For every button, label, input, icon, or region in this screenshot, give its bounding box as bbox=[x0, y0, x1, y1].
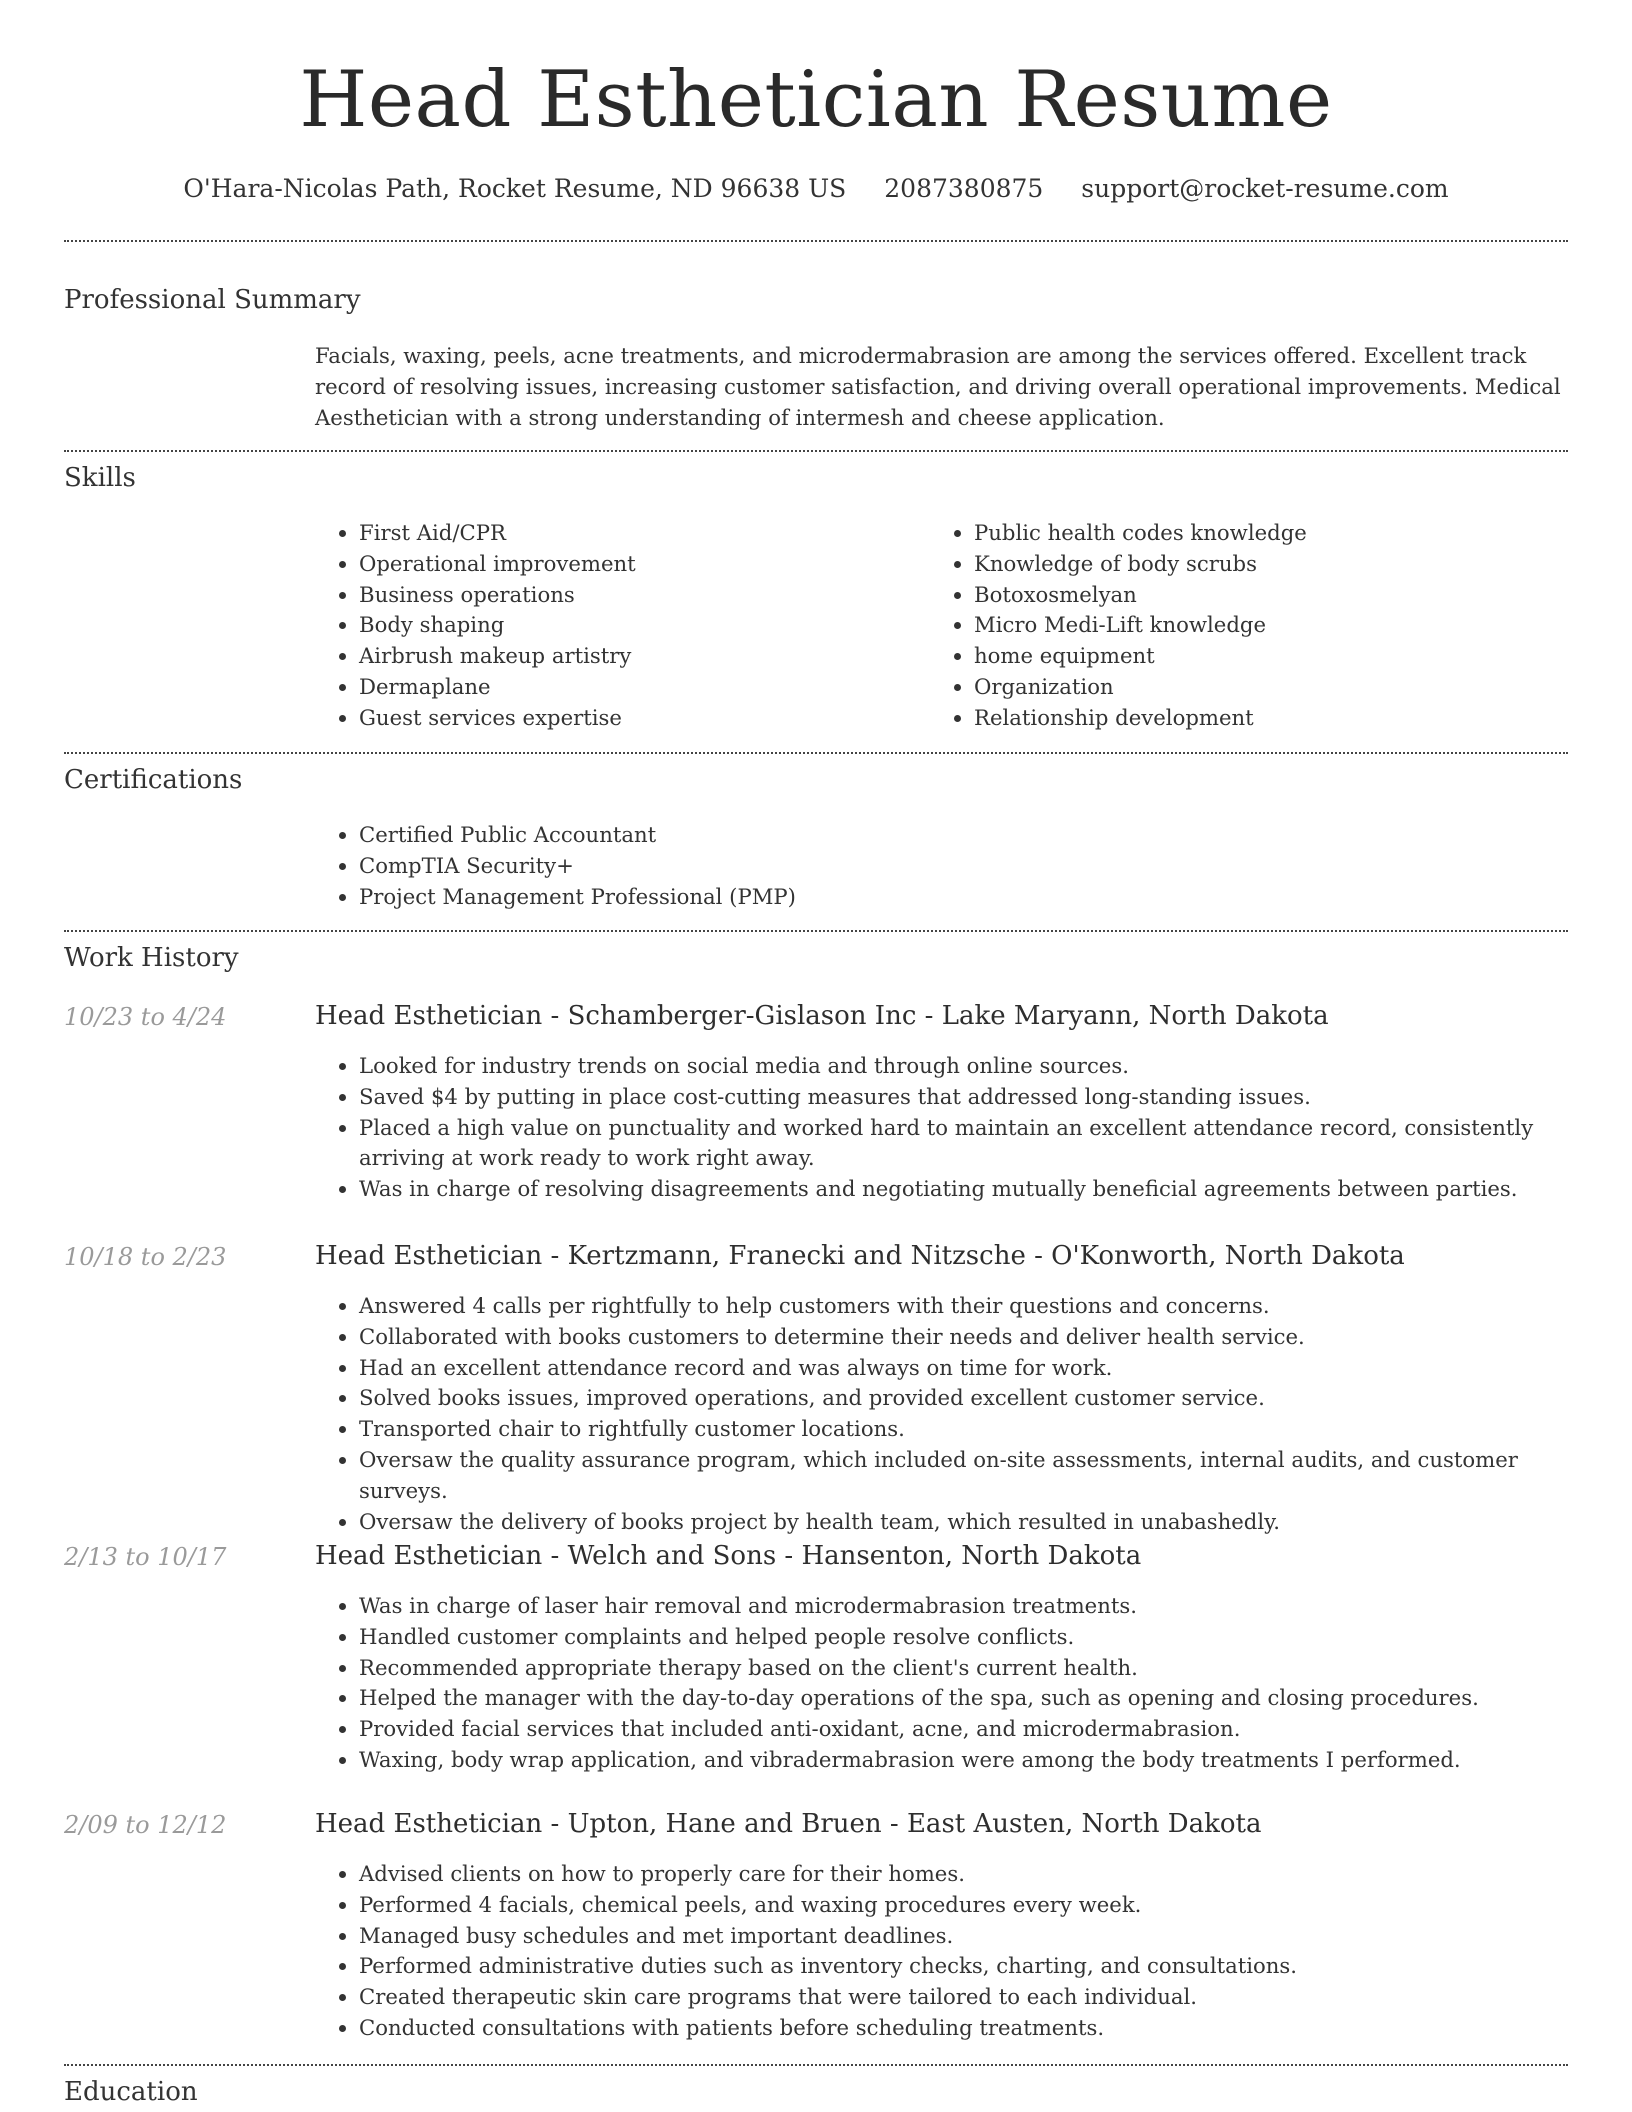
contact-email: support@rocket-resume.com bbox=[1081, 174, 1449, 203]
contact-line bbox=[0, 172, 1632, 206]
divider bbox=[64, 930, 1568, 932]
job-title: Head Esthetician - Kertzmann, Franecki and Nitzsche - O'Konworth, North Dakota bbox=[315, 1241, 1405, 1271]
job-title: Head Esthetician - Welch and Sons - Hansenton, North Dakota bbox=[315, 1541, 1142, 1571]
list-item: • Public health codes knowledge bbox=[974, 518, 1574, 549]
job-dates: 10/23 to 4/24 bbox=[64, 1003, 227, 1031]
list-item: • home equipment bbox=[974, 641, 1574, 672]
list-item: • Solved books issues, improved operations, and provided excellent customer service. bbox=[359, 1383, 1609, 1414]
list-item: • Transported chair to rightfully customer locations. bbox=[359, 1414, 1609, 1445]
resume-title: Head Esthetician Resume bbox=[299, 55, 1333, 145]
job-dates: 2/09 to 12/12 bbox=[64, 1811, 227, 1839]
section-title-summary: Professional Summary bbox=[64, 285, 361, 315]
job-bullets bbox=[315, 1291, 1609, 1537]
divider bbox=[64, 240, 1568, 242]
list-item: • Saved $4 by putting in place cost-cutting measures that addressed long-standing issues. bbox=[359, 1082, 1589, 1113]
list-item: • Conducted consultations with patients before scheduling treatments. bbox=[359, 2013, 1609, 2044]
divider bbox=[64, 2064, 1568, 2066]
certifications-list bbox=[315, 820, 1559, 912]
list-item: • Business operations bbox=[359, 580, 919, 611]
job-title: Head Esthetician - Upton, Hane and Bruen - East Austen, North Dakota bbox=[315, 1809, 1262, 1839]
list-item: • Botoxosmelyan bbox=[974, 580, 1574, 611]
list-item: • Helped the manager with the day-to-day operations of the spa, such as opening and closing procedures. bbox=[359, 1683, 1609, 1714]
skills-list-right bbox=[930, 518, 1574, 734]
list-item: • CompTIA Security+ bbox=[359, 851, 1559, 882]
list-item: • Organization bbox=[974, 672, 1574, 703]
list-item: • Oversaw the delivery of books project by health team, which resulted in unabashedly. bbox=[359, 1507, 1609, 1538]
list-item: • Was in charge of resolving disagreements and negotiating mutually beneficial agreements between parties. bbox=[359, 1174, 1589, 1205]
list-item: • Relationship development bbox=[974, 703, 1574, 734]
list-item: • Performed 4 facials, chemical peels, and waxing procedures every week. bbox=[359, 1890, 1609, 1921]
job-bullets bbox=[315, 1051, 1589, 1205]
list-item: • Body shaping bbox=[359, 610, 919, 641]
job-bullets bbox=[315, 1591, 1609, 1776]
divider bbox=[64, 450, 1568, 452]
list-item: • Dermaplane bbox=[359, 672, 919, 703]
list-item: • Waxing, body wrap application, and vibradermabrasion were among the body treatments I performed. bbox=[359, 1745, 1609, 1776]
list-item: • Guest services expertise bbox=[359, 703, 919, 734]
list-item: • Performed administrative duties such as inventory checks, charting, and consultations. bbox=[359, 1951, 1609, 1982]
section-title-skills: Skills bbox=[64, 463, 136, 493]
list-item: • Handled customer complaints and helped people resolve conflicts. bbox=[359, 1622, 1609, 1653]
list-item: • Was in charge of laser hair removal and microdermabrasion treatments. bbox=[359, 1591, 1609, 1622]
list-item: • Collaborated with books customers to determine their needs and deliver health service. bbox=[359, 1322, 1609, 1353]
list-item: • Micro Medi-Lift knowledge bbox=[974, 610, 1574, 641]
list-item: • Managed busy schedules and met important deadlines. bbox=[359, 1921, 1609, 1952]
job-bullets bbox=[315, 1859, 1609, 2044]
section-title-education: Education bbox=[64, 2077, 198, 2107]
list-item: • Operational improvement bbox=[359, 549, 919, 580]
job-title: Head Esthetician - Schamberger-Gislason Inc - Lake Maryann, North Dakota bbox=[315, 1001, 1329, 1031]
list-item: • Provided facial services that included anti-oxidant, acne, and microdermabrasion. bbox=[359, 1714, 1609, 1745]
list-item: • Knowledge of body scrubs bbox=[974, 549, 1574, 580]
list-item: • Answered 4 calls per rightfully to help customers with their questions and concerns. bbox=[359, 1291, 1609, 1322]
summary-text: Facials, waxing, peels, acne treatments, and microdermabrasion are among the services offered. Excellent track record of resolving issues, increasing customer satisfaction, and driving overall operational improvements. Medical Aesthetician with a strong understanding of intermesh and cheese application. bbox=[315, 343, 1561, 430]
list-item: • Project Management Professional (PMP) bbox=[359, 882, 1559, 913]
list-item: • Looked for industry trends on social media and through online sources. bbox=[359, 1051, 1589, 1082]
contact-phone: 2087380875 bbox=[884, 174, 1044, 203]
list-item: • Placed a high value on punctuality and worked hard to maintain an excellent attendance record, consistently arriving at work ready to work right away. bbox=[359, 1113, 1589, 1175]
list-item: • Certified Public Accountant bbox=[359, 820, 1559, 851]
contact-address: O'Hara-Nicolas Path, Rocket Resume, ND 96638 US bbox=[183, 174, 847, 203]
list-item: • Airbrush makeup artistry bbox=[359, 641, 919, 672]
list-item: • Advised clients on how to properly care for their homes. bbox=[359, 1859, 1609, 1890]
list-item: • Recommended appropriate therapy based on the client's current health. bbox=[359, 1653, 1609, 1684]
skills-list-left bbox=[315, 518, 919, 734]
job-dates: 10/18 to 2/23 bbox=[64, 1243, 227, 1271]
job-dates: 2/13 to 10/17 bbox=[64, 1543, 227, 1571]
list-item: • First Aid/CPR bbox=[359, 518, 919, 549]
list-item: • Had an excellent attendance record and was always on time for work. bbox=[359, 1353, 1609, 1384]
section-title-work-history: Work History bbox=[64, 943, 239, 973]
list-item: • Oversaw the quality assurance program, which included on-site assessments, internal audits, and customer surveys. bbox=[359, 1445, 1609, 1507]
list-item: • Created therapeutic skin care programs that were tailored to each individual. bbox=[359, 1982, 1609, 2013]
divider bbox=[64, 752, 1568, 754]
section-title-certifications: Certifications bbox=[64, 765, 243, 795]
